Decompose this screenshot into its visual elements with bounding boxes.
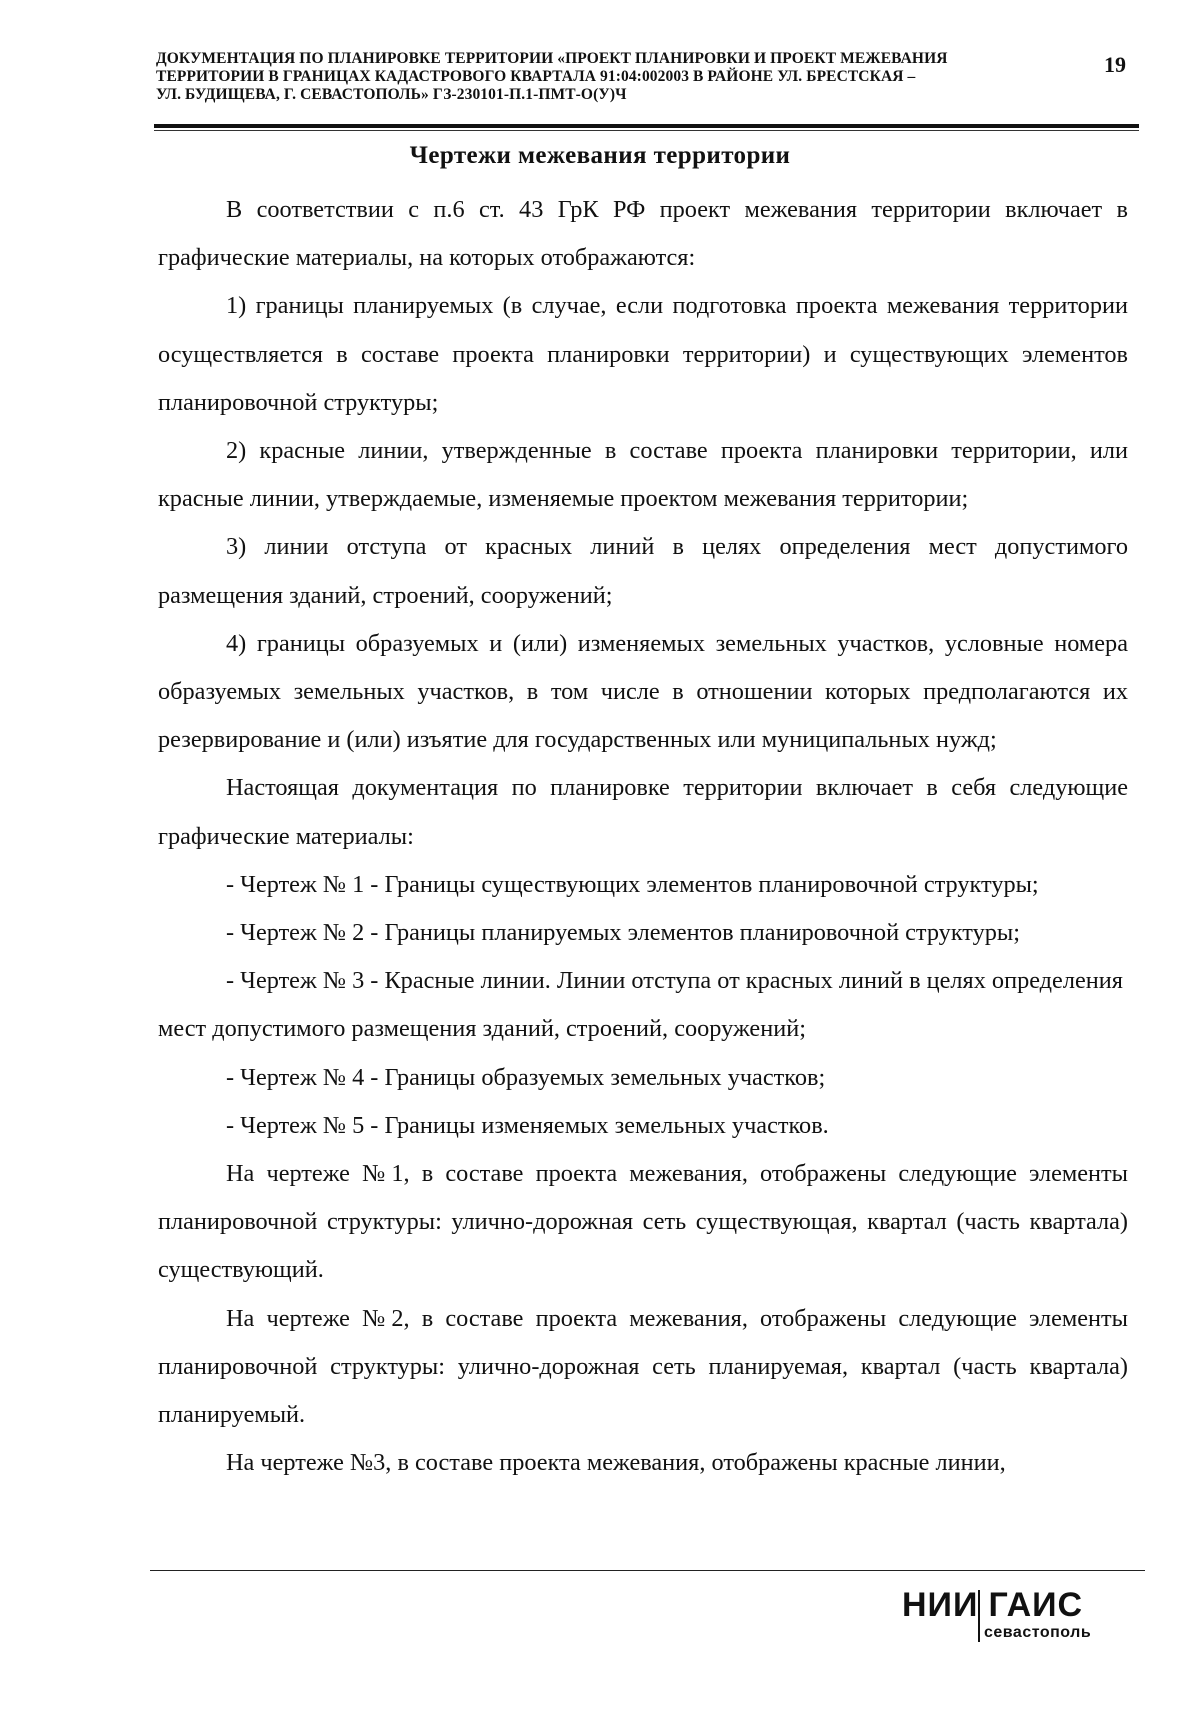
drawing-list-item-4: - Чертеж № 4 - Границы образуемых земельных участков; — [226, 1063, 826, 1091]
drawing-list-item-2: - Чертеж № 2 - Границы планируемых элементов планировочной структуры; — [226, 919, 1020, 947]
logo-main-text — [902, 1586, 1083, 1625]
header-line-2: ТЕРРИТОРИИ В ГРАНИЦАХ КАДАСТРОВОГО КВАРТАЛА 91:04:002003 В РАЙОНЕ УЛ. БРЕСТСКАЯ – — [156, 68, 916, 85]
paragraph-item-2: 2) красные линии, утвержденные в составе проекта планировки территории, или красные линии, утверждаемые, изменяемые проектом межевания территории; — [158, 437, 1128, 513]
body-text — [158, 186, 1128, 1487]
drawing-list-item-1: - Чертеж № 1 - Границы существующих элементов планировочной структуры; — [226, 870, 1039, 898]
header-line-1: ДОКУМЕНТАЦИЯ ПО ПЛАНИРОВКЕ ТЕРРИТОРИИ «ПРОЕКТ ПЛАНИРОВКИ И ПРОЕКТ МЕЖЕВАНИЯ — [156, 50, 948, 67]
paragraph-intro: В соответствии с п.6 ст. 43 ГрК РФ проект межевания территории включает в графические материалы, на которых отображаются: — [158, 196, 1128, 272]
logo-gais: ГАИС — [988, 1586, 1084, 1624]
page-number: 19 — [1104, 52, 1126, 77]
logo-sub-text: севастополь — [984, 1624, 1092, 1641]
paragraph-materials-intro: Настоящая документация по планировке территории включает в себя следующие графические материалы: — [158, 774, 1128, 850]
paragraph-item-4: 4) границы образуемых и (или) изменяемых земельных участков, условные номера образуемых земельных участков, в том числе в отношении которых предполагаются их резервирование и (или) изъятие для государственных или муниципальных нужд; — [158, 629, 1128, 754]
header-rule-thin — [154, 130, 1139, 131]
document-header — [156, 50, 1061, 104]
paragraph-drawing-2: На чертеже №2, в составе проекта межевания, отображены следующие элементы планировочной структуры: улично-дорожная сеть планируемая, квартал (часть квартала) планируемый. — [158, 1304, 1128, 1429]
section-title: Чертежи межевания территории — [409, 142, 791, 169]
paragraph-drawing-1: На чертеже №1, в составе проекта межевания, отображены следующие элементы планировочной структуры: улично-дорожная сеть существующая, квартал (часть квартала) существующий. — [158, 1160, 1128, 1284]
niigais-logo — [902, 1586, 1142, 1656]
header-line-3: УЛ. БУДИЩЕВА, Г. СЕВАСТОПОЛЬ» ГЗ-230101-П.1-ПМТ-О(У)Ч — [156, 86, 627, 103]
paragraph-item-3: 3) линии отступа от красных линий в целях определения мест допустимого размещения зданий, строений, сооружений; — [158, 533, 1128, 609]
logo-nii: НИИ — [902, 1586, 979, 1624]
header-rule — [154, 124, 1139, 128]
paragraph-drawing-3: На чертеже №3, в составе проекта межевания, отображены красные линии, — [226, 1449, 1006, 1477]
drawing-list-item-5: - Чертеж № 5 - Границы изменяемых земельных участков. — [226, 1111, 829, 1139]
paragraph-item-1: 1) границы планируемых (в случае, если подготовка проекта межевания территории осуществляется в составе проекта планировки территории) и существующих элементов планировочной структуры; — [158, 292, 1128, 416]
drawing-list-item-3: - Чертеж № 3 - Красные линии. Линии отступа от красных линий в целях определения мест допустимого размещения зданий, строений, сооружений; — [158, 967, 1123, 1043]
footer-rule — [150, 1570, 1145, 1571]
logo-divider — [978, 1590, 980, 1642]
